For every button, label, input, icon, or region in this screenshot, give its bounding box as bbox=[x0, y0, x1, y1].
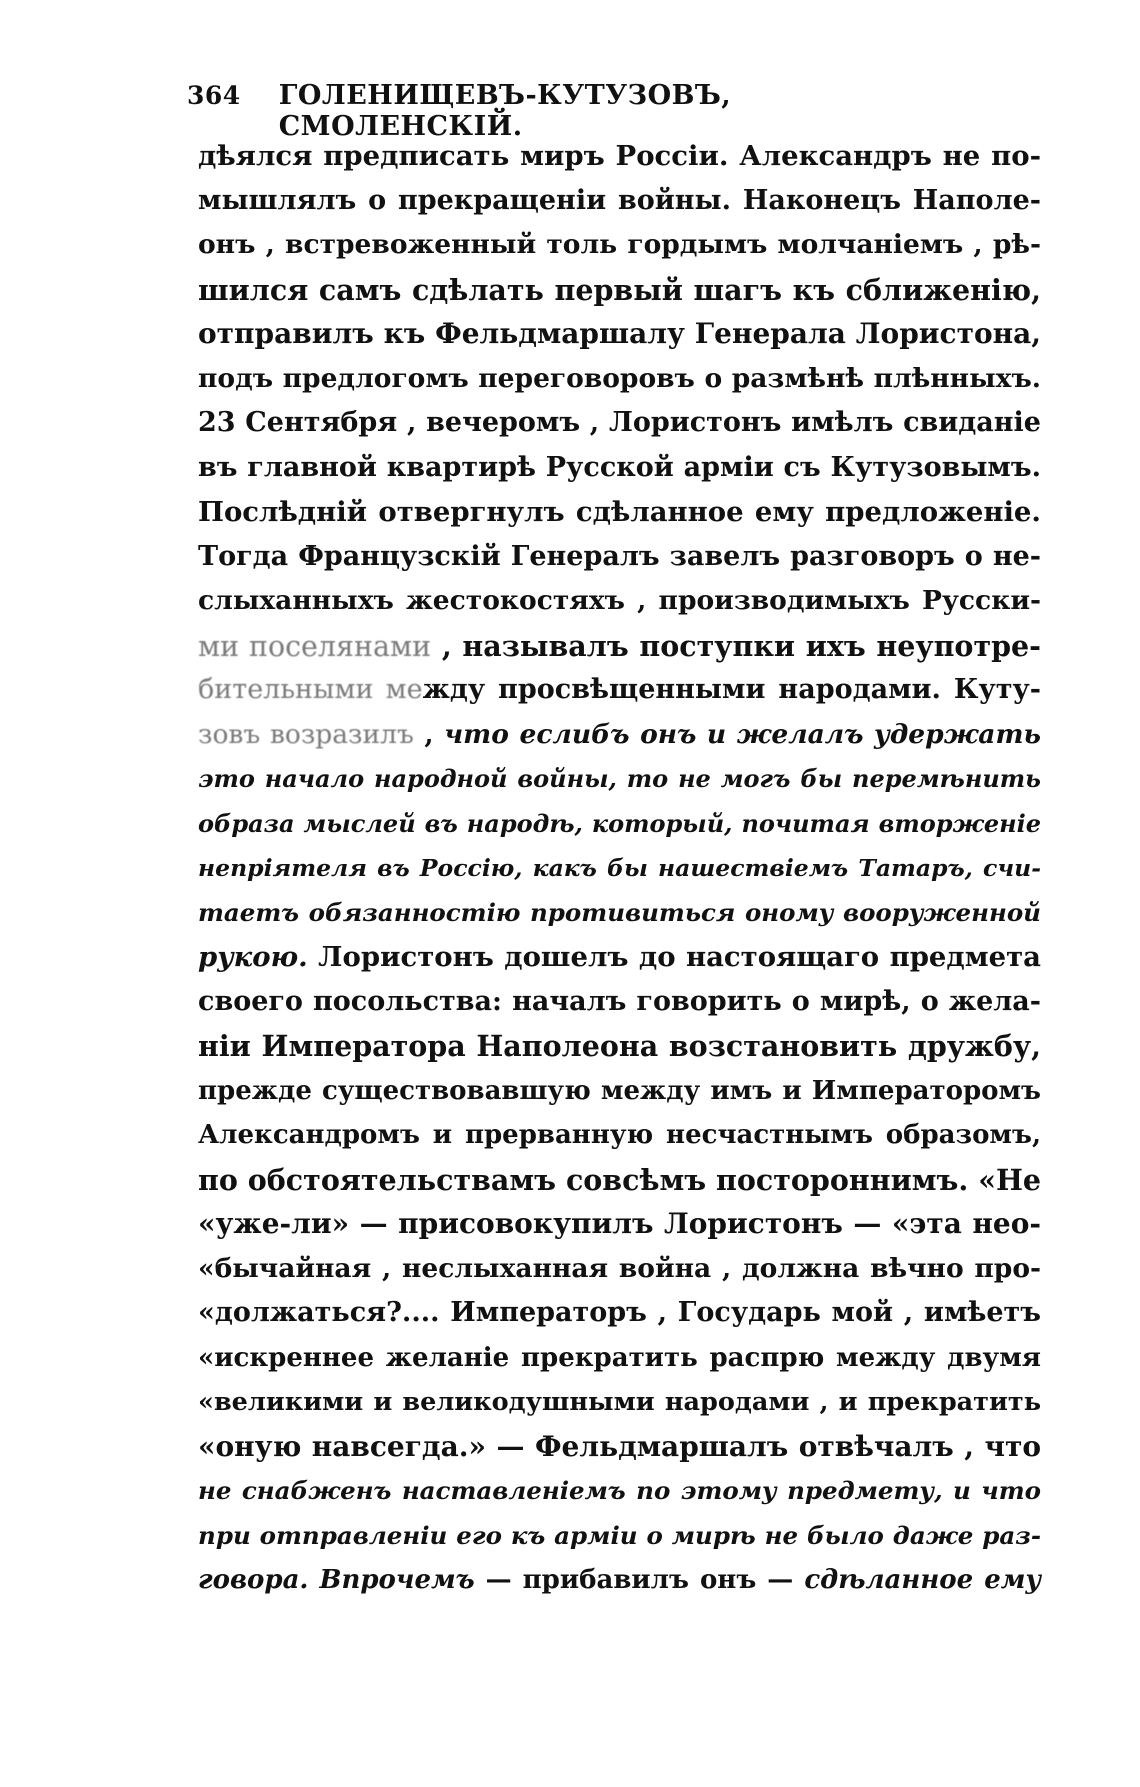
text-line bbox=[198, 935, 1041, 980]
body-text bbox=[198, 134, 1041, 1603]
faded-text: зовъ возразилъ bbox=[198, 718, 414, 750]
text-line: таетъ обязанностію противиться оному вооруженной bbox=[198, 897, 1041, 927]
text-line: подъ предлогомъ переговоровъ о размѣнѣ плѣнныхъ. bbox=[198, 362, 1041, 394]
page-number: 364 bbox=[187, 81, 241, 110]
text-span: , называлъ поступки ихъ неупотре- bbox=[431, 628, 1041, 663]
text-line: прежде существовавшую между имъ и Императоромъ bbox=[198, 1075, 1041, 1106]
text-line: по обстоятельствамъ совсѣмъ постороннимъ. «Не bbox=[198, 1162, 1042, 1197]
running-title: ГОЛЕНИЩЕВЪ-КУТУЗОВЪ, СМОЛЕНСКІЙ. bbox=[278, 80, 732, 142]
text-line: «должаться?.... Императоръ , Государь мой , имѣетъ bbox=[198, 1297, 1041, 1328]
text-line: непріятеля въ Россію, какъ бы нашествіемъ Татаръ, счи- bbox=[198, 854, 1041, 882]
text-line: своего посольства: началъ говорить о мирѣ, о жела- bbox=[198, 985, 1041, 1017]
text-line bbox=[198, 624, 1041, 669]
italic-text: говора. bbox=[198, 1565, 309, 1595]
text-line bbox=[198, 713, 1041, 758]
text-line: шился самъ сдѣлать первый шагъ къ сближенію, bbox=[198, 272, 1041, 307]
text-span: — прибавилъ онъ — bbox=[474, 1565, 805, 1595]
text-span: Лористонъ дошелъ до настоящаго предмета bbox=[307, 941, 1041, 973]
text-line: 23 Сентября , вечеромъ , Лористонъ имѣлъ свиданіе bbox=[198, 407, 1041, 438]
text-line: дѣялся предписать миръ Россіи. Александръ не по- bbox=[198, 140, 1041, 172]
text-line: Александромъ и прерванную несчастнымъ образомъ, bbox=[198, 1120, 1041, 1150]
text-span: , bbox=[413, 718, 445, 750]
italic-text: рукою. bbox=[198, 941, 308, 973]
faded-text: бительными ме bbox=[198, 674, 423, 705]
text-line: онъ , встревоженный толь гордымъ молчаніемъ , рѣ- bbox=[198, 229, 1041, 260]
faded-text: ми поселянами bbox=[198, 629, 432, 663]
text-line: Послѣдній отвергнулъ сдѣланное ему предложеніе. bbox=[198, 496, 1041, 528]
text-line: отправилъ къ Фельдмаршалу Генерала Лористона, bbox=[198, 317, 1041, 350]
italic-text: Впрочемъ bbox=[308, 1565, 475, 1595]
text-line: въ главной квартирѣ Русской арміи съ Кутузовымъ. bbox=[198, 451, 1041, 483]
text-line: не снабженъ наставленіемъ по этому предмету, и что bbox=[198, 1476, 1041, 1505]
text-line: «уже-ли» — присовокупилъ Лористонъ — «эта нео- bbox=[198, 1207, 1041, 1240]
text-line: это начало народной войны, то не могъ бы перемѣнить bbox=[198, 764, 1041, 793]
italic-text: что еслибъ онъ и желалъ удержать bbox=[444, 718, 1041, 750]
text-line: «оную навсегда.» — Фельдмаршалъ отвѣчалъ , что bbox=[198, 1429, 1041, 1463]
text-line: «великими и великодушными народами , и прекратить bbox=[198, 1387, 1041, 1417]
text-line: мышлялъ о прекращеніи войны. Наконецъ Наполе- bbox=[198, 184, 1041, 216]
text-line: слыханныхъ жестокостяхъ , производимыхъ Русски- bbox=[198, 585, 1041, 616]
text-line: ніи Императора Наполеона возстановить дружбу, bbox=[198, 1029, 1041, 1063]
text-line: при отправленіи его къ арміи о мирѣ не было даже раз- bbox=[198, 1520, 1041, 1550]
text-line: «искреннее желаніе прекратить распрю между двумя bbox=[198, 1342, 1041, 1373]
text-line bbox=[198, 668, 1041, 713]
text-line: «бычайная , неслыханная война , должна вѣчно про- bbox=[198, 1252, 1041, 1284]
text-span: жду просвѣщенными народами. Куту- bbox=[422, 674, 1041, 705]
text-line: Тогда Французскій Генералъ завелъ разговоръ о не- bbox=[198, 540, 1041, 572]
italic-text: сдѣланное ему bbox=[804, 1565, 1042, 1595]
running-header bbox=[187, 80, 967, 142]
text-line bbox=[198, 1558, 1041, 1603]
text-line: образа мыслей въ народѣ, который, почитая вторженіе bbox=[198, 808, 1041, 838]
